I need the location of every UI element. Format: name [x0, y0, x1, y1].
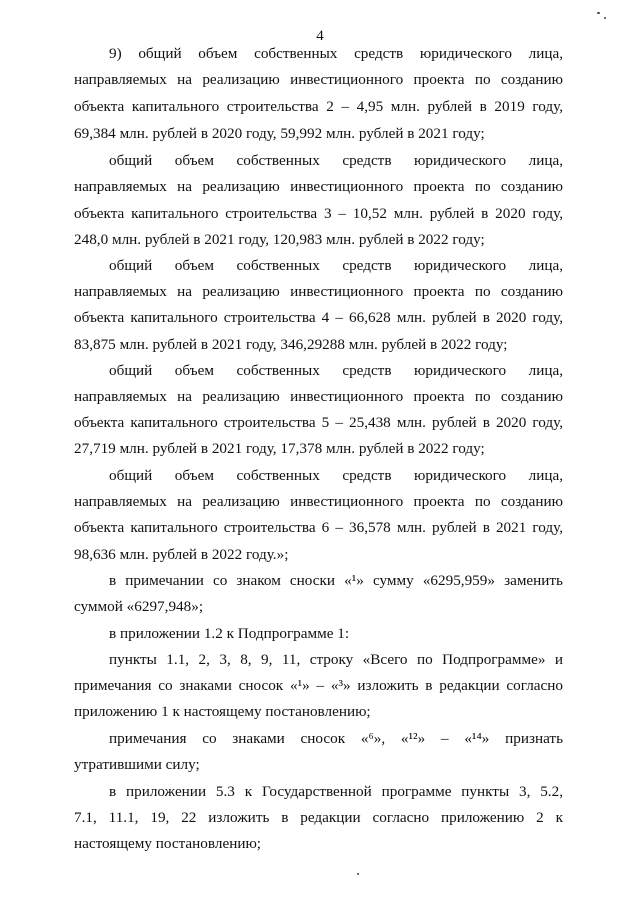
text-line: в приложении 5.3 к Государственной программе пункты 3, 5.2, [109, 783, 563, 800]
text-line: направляемых на реализацию инвестиционного проекта по созданию [74, 493, 563, 510]
text-line: общий объем собственных средств юридического лица, [109, 362, 563, 379]
text-line: 98,636 млн. рублей в 2022 году.»; [74, 546, 289, 563]
text-line: примечания со знаками сносок «¹» – «³» изложить в редакции согласно [74, 677, 563, 694]
scan-speck [604, 17, 606, 19]
text-line: общий объем собственных средств юридического лица, [109, 152, 563, 169]
text-line: 69,384 млн. рублей в 2020 году, 59,992 млн. рублей в 2021 году; [74, 125, 485, 142]
text-line: в приложении 1.2 к Подпрограмме 1: [109, 625, 350, 642]
text-line: примечания со знаками сносок «⁶», «¹²» – «¹⁴» признать [109, 730, 563, 747]
text-line: настоящему постановлению; [74, 835, 262, 852]
text-line: направляемых на реализацию инвестиционного проекта по созданию [74, 71, 563, 88]
scan-speck [597, 12, 600, 14]
text-line: 83,875 млн. рублей в 2021 году, 346,29288 млн. рублей в 2022 году; [74, 336, 508, 353]
text-line: 248,0 млн. рублей в 2021 году, 120,983 млн. рублей в 2022 году; [74, 231, 485, 248]
text-line: объекта капитального строительства 3 – 10,52 млн. рублей в 2020 году, [74, 205, 563, 222]
text-line: 27,719 млн. рублей в 2021 году, 17,378 млн. рублей в 2022 году; [74, 440, 485, 457]
page-number: 4 [316, 28, 324, 44]
text-line: направляемых на реализацию инвестиционного проекта по созданию [74, 283, 563, 300]
text-line: утратившими силу; [74, 756, 200, 773]
text-line: объекта капитального строительства 5 – 25,438 млн. рублей в 2020 году, [74, 414, 563, 431]
text-line: в примечании со знаком сноски «¹» сумму «6295,959» заменить [109, 572, 563, 589]
text-line: направляемых на реализацию инвестиционного проекта по созданию [74, 178, 563, 195]
text-line: объекта капитального строительства 4 – 66,628 млн. рублей в 2020 году, [74, 309, 563, 326]
text-line: 7.1, 11.1, 19, 22 изложить в редакции согласно приложению 2 к [74, 809, 563, 826]
text-line: общий объем собственных средств юридического лица, [109, 257, 563, 274]
text-line: общий объем собственных средств юридического лица, [109, 467, 563, 484]
text-line: объекта капитального строительства 2 – 4,95 млн. рублей в 2019 году, [74, 98, 563, 115]
text-line: объекта капитального строительства 6 – 36,578 млн. рублей в 2021 году, [74, 519, 563, 536]
text-line: 9) общий объем собственных средств юридического лица, [109, 45, 563, 62]
text-line: суммой «6297,948»; [74, 598, 204, 615]
text-line: направляемых на реализацию инвестиционного проекта по созданию [74, 388, 563, 405]
scan-speck [357, 873, 359, 875]
text-line: приложению 1 к настоящему постановлению; [74, 703, 371, 720]
text-line: пункты 1.1, 2, 3, 8, 9, 11, строку «Всего по Подпрограмме» и [109, 651, 563, 668]
